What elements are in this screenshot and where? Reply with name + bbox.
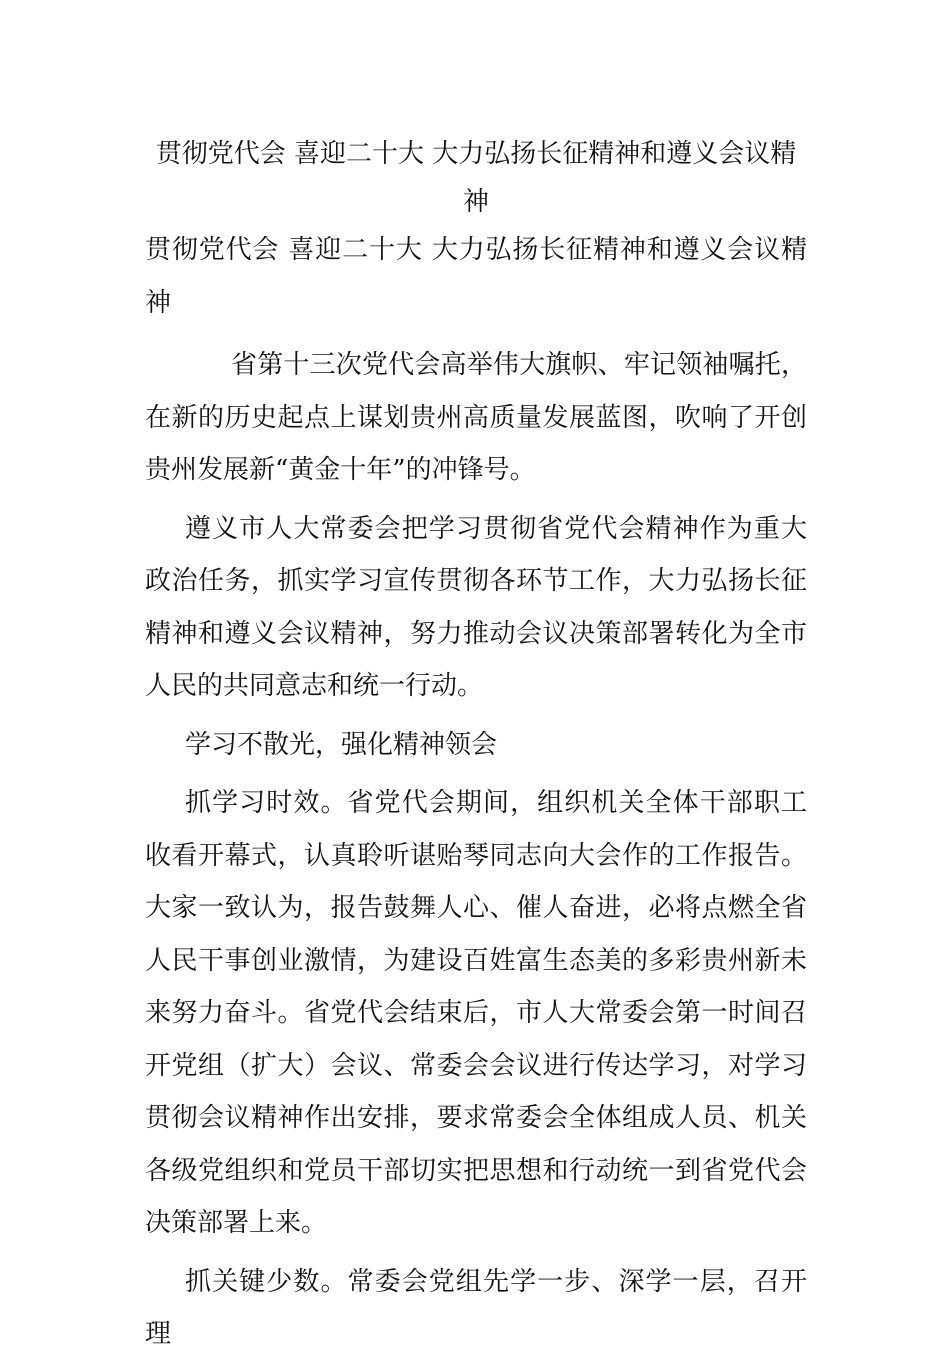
paragraph-key-minority: 抓关键少数。常委会党组先学一步、深学一层，召开理 (145, 1266, 807, 1349)
document-subtitle: 贯彻党代会 喜迎二十大 大力弘扬长征精神和遵义会议精神 (145, 235, 807, 318)
paragraph-overview: 遵义市人大常委会把学习贯彻省党代会精神作为重大政治任务，抓实学习宣传贯彻各环节工作，大力弘扬长征精神和遵义会议精神，努力推动会议决策部署转化为全市人民的共同意志和统一行动。 (145, 513, 807, 701)
document-body (145, 224, 807, 1361)
paragraph-intro: 省第十三次党代会高举伟大旗帜、牢记领袖嘱托，在新的历史起点上谋划贵州高质量发展蓝图，吹响了开创贵州发展新“黄金十年”的冲锋号。 (145, 350, 807, 485)
document-title: 贯彻党代会 喜迎二十大 大力弘扬长征精神和遵义会议精神 (155, 139, 797, 217)
paragraph-study-timeliness: 抓学习时效。省党代会期间，组织机关全体干部职工收看开幕式，认真聆听谌贻琴同志向大会作的工作报告。大家一致认为，报告鼓舞人心、催人奋进，必将点燃全省人民干事创业激情，为建设百姓富生态美的多彩贵州新未来努力奋斗。省党代会结束后，市人大常委会第一时间召开党组（扩大）会议、常委会会议进行传达学习，对学习贯彻会议精神作出安排，要求常委会全体组成人员、机关各级党组织和党员干部切实把思想和行动统一到省党代会决策部署上来。 (145, 788, 807, 1238)
section-heading: 学习不散光，强化精神领会 (185, 729, 498, 760)
